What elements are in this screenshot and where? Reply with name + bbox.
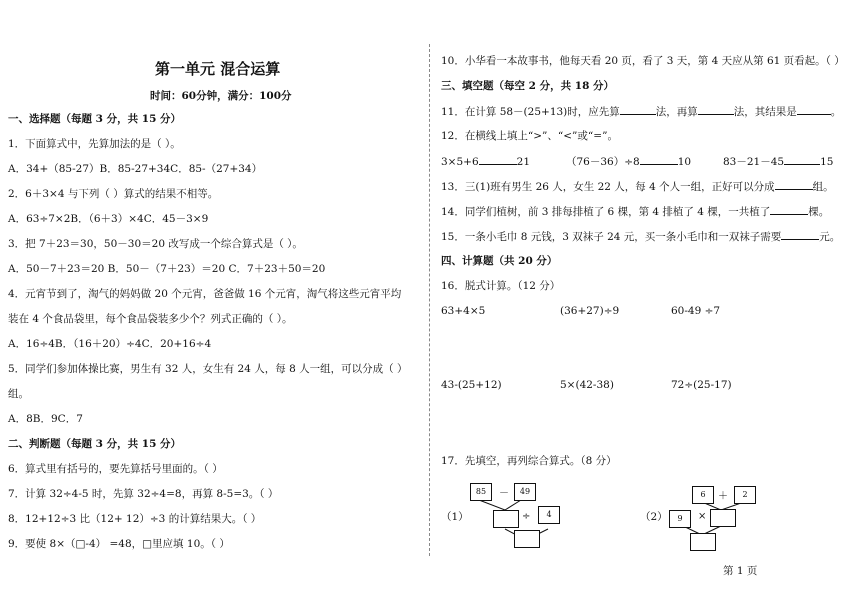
section-4-heading: 四、计算题（共 20 分） bbox=[441, 255, 558, 267]
number-box: 85 bbox=[470, 483, 492, 501]
divide-sign: ÷ bbox=[522, 511, 531, 522]
question-1: 1．下面算式中，先算加法的是（ ）。 bbox=[8, 138, 181, 150]
question-4-line-2: 装在 4 个食品袋里，每个食品袋装多少个？列式正确的（ ）。 bbox=[8, 313, 293, 325]
expression: 3×5+6 bbox=[441, 156, 479, 168]
question-14-unit: 棵。 bbox=[808, 206, 830, 218]
question-11-part-a: 11．在计算 58－(25+13)时，应先算 bbox=[441, 106, 620, 118]
question-14 bbox=[441, 204, 829, 219]
question-13-unit: 组。 bbox=[812, 181, 834, 193]
question-3: 3．把 7＋23＝30，50－30＝20 改写成一个综合算式是（ ）。 bbox=[8, 238, 303, 250]
section-2-heading: 二、判断题（每题 3 分，共 15 分） bbox=[8, 438, 182, 450]
question-14-text: 14．同学们植树，前 3 排每排植了 6 棵，第 4 排植了 4 棵，一共植了 bbox=[441, 206, 771, 218]
answer-box[interactable] bbox=[514, 530, 540, 548]
question-11-part-b: 法，再算 bbox=[655, 106, 698, 118]
answer-box[interactable] bbox=[493, 510, 519, 528]
number-box: 9 bbox=[669, 510, 691, 528]
question-4-line-1: 4．元宵节到了，淘气的妈妈做 20 个元宵，爸爸做 16 个元宵，淘气将这些元宵平均 bbox=[8, 288, 402, 300]
answer-blank[interactable] bbox=[479, 154, 517, 165]
expression: 21 bbox=[516, 156, 531, 168]
number-box: 6 bbox=[692, 486, 714, 504]
question-1-options: A．34+（85-27）B．85-27+34C．85-（27+34） bbox=[8, 163, 263, 175]
question-15-unit: 元。 bbox=[819, 231, 841, 243]
question-2-options: A．63÷7×2B．（6＋3）×4C．45－3×9 bbox=[8, 213, 209, 225]
page-title: 第一单元 混合运算 bbox=[155, 60, 281, 78]
answer-blank[interactable] bbox=[775, 179, 813, 190]
question-12-item-c bbox=[723, 154, 833, 169]
plus-sign: ＋ bbox=[718, 491, 728, 502]
answer-blank[interactable] bbox=[784, 154, 820, 165]
question-12-item-a bbox=[441, 154, 530, 169]
question-9: 9．要使 8×（□-4） =48，□里应填 10。（ ） bbox=[8, 538, 230, 550]
answer-blank[interactable] bbox=[781, 229, 819, 240]
answer-blank[interactable] bbox=[640, 154, 678, 165]
section-1-heading: 一、选择题（每题 3 分，共 15 分） bbox=[8, 113, 182, 125]
question-5-options: A．8B．9C．7 bbox=[8, 413, 83, 425]
answer-blank[interactable] bbox=[797, 104, 831, 115]
calc-expression-5: 5×(42-38) bbox=[560, 379, 614, 391]
question-10: 10．小华看一本故事书，他每天看 20 页，看了 3 天，第 4 天应从第 61 页看起。（ ） bbox=[441, 55, 845, 67]
calc-expression-4: 43-(25+12) bbox=[441, 379, 502, 391]
diagram-1-label: （1） bbox=[441, 511, 469, 523]
question-12: 12．在横线上填上“>”、“<”或“=”。 bbox=[441, 130, 618, 142]
expression: 83－21－45 bbox=[723, 156, 785, 168]
answer-blank[interactable] bbox=[698, 104, 734, 115]
question-11-part-d: 。 bbox=[830, 106, 842, 118]
diagram-2-label: （2） bbox=[640, 511, 668, 523]
question-15-text: 15．一条小毛巾 8 元钱，3 双袜子 24 元，买一条小毛巾和一双袜子需要 bbox=[441, 231, 782, 243]
question-12-item-b bbox=[566, 154, 691, 169]
question-11-part-c: 法，其结果是 bbox=[733, 106, 797, 118]
calc-expression-6: 72÷(25-17) bbox=[671, 379, 732, 391]
expression: （76－36）÷8 bbox=[566, 156, 640, 168]
calc-expression-3: 60-49 ÷7 bbox=[671, 305, 721, 317]
answer-blank[interactable] bbox=[620, 104, 656, 115]
question-6: 6．算式里有括号的，要先算括号里面的。（ ） bbox=[8, 463, 223, 475]
calc-expression-2: (36+27)÷9 bbox=[560, 305, 620, 317]
answer-box[interactable] bbox=[710, 509, 736, 527]
expression: 10 bbox=[677, 156, 692, 168]
calc-expression-1: 63+4×5 bbox=[441, 305, 486, 317]
question-17: 17．先填空，再列综合算式。（8 分） bbox=[441, 455, 617, 467]
question-5-line-1: 5．同学们参加体操比赛，男生有 32 人，女生有 24 人，每 8 人一组，可以分成（ ） bbox=[8, 363, 408, 375]
answer-blank[interactable] bbox=[770, 204, 808, 215]
question-13-text: 13．三(1)班有男生 26 人，女生 22 人，每 4 个人一组，正好可以分成 bbox=[441, 181, 775, 193]
question-4-options: A．16÷4B．（16＋20）÷4C．20+16÷4 bbox=[8, 338, 212, 350]
page-number: 第 1 页 bbox=[723, 565, 758, 577]
page-subtitle: 时间：60分钟，满分：100分 bbox=[150, 90, 292, 102]
question-11 bbox=[441, 104, 841, 119]
question-8: 8．12+12÷3 比（12+ 12）÷3 的计算结果大。（ ） bbox=[8, 513, 262, 525]
question-13 bbox=[441, 179, 834, 194]
column-divider bbox=[429, 44, 430, 556]
section-3-heading: 三、填空题（每空 2 分，共 18 分） bbox=[441, 80, 615, 92]
answer-box[interactable] bbox=[690, 533, 716, 551]
minus-sign: － bbox=[499, 488, 509, 499]
expression: 15 bbox=[820, 156, 834, 168]
number-box: 2 bbox=[734, 486, 756, 504]
question-7: 7．计算 32÷4-5 时，先算 32÷4=8，再算 8-5=3。（ ） bbox=[8, 488, 279, 500]
question-5-line-2: 组。 bbox=[8, 388, 29, 400]
question-3-options: A．50－7＋23＝20 B．50－（7＋23）＝20 C．7＋23＋50＝20 bbox=[8, 263, 326, 275]
number-box: 49 bbox=[514, 483, 536, 501]
question-2: 2．6＋3×4 与下列（ ）算式的结果不相等。 bbox=[8, 188, 219, 200]
multiply-sign: × bbox=[698, 511, 707, 522]
question-16: 16．脱式计算。（12 分） bbox=[441, 280, 561, 292]
number-box: 4 bbox=[538, 506, 560, 524]
question-15 bbox=[441, 229, 840, 244]
